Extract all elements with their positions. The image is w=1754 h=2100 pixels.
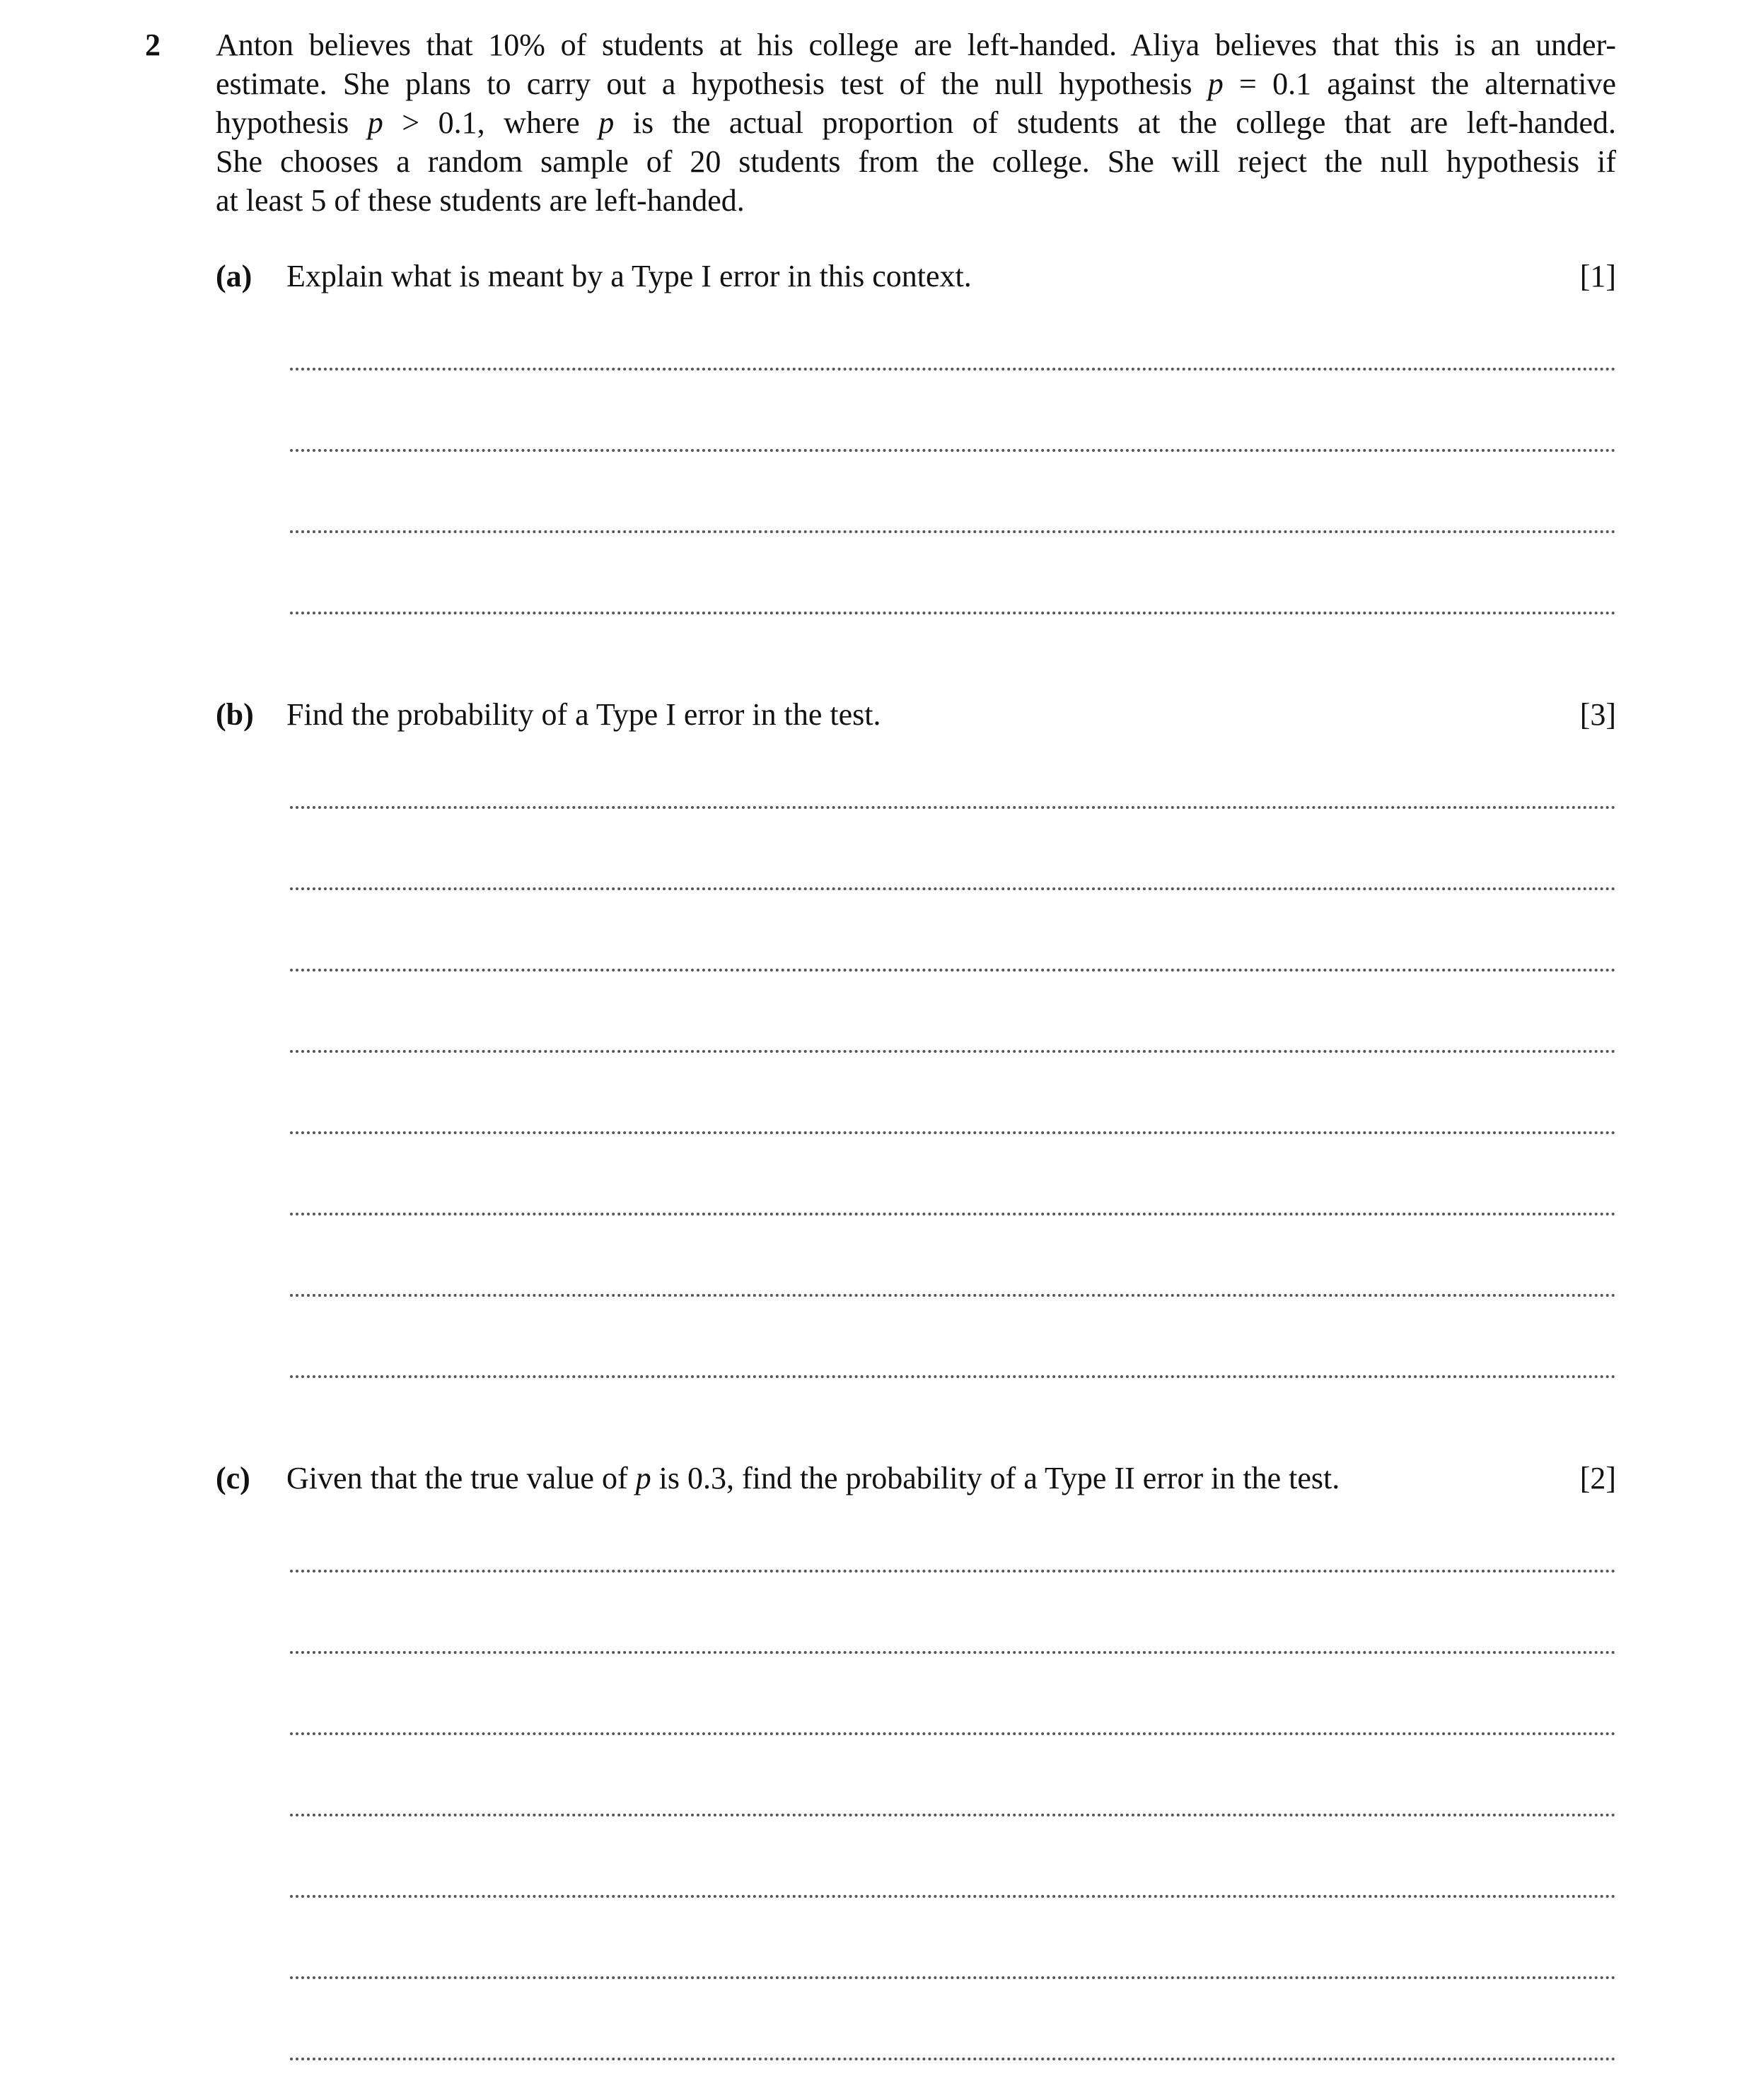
answer-line[interactable] bbox=[290, 368, 1616, 371]
marks-label: [2] bbox=[1579, 1461, 1616, 1495]
answer-line[interactable] bbox=[290, 530, 1616, 533]
answer-line[interactable] bbox=[290, 1570, 1616, 1573]
answer-line[interactable] bbox=[290, 1976, 1616, 1979]
stem-line: at least 5 of these students are left-handed. bbox=[216, 183, 745, 218]
answer-line[interactable] bbox=[290, 1375, 1616, 1378]
answer-line[interactable] bbox=[290, 806, 1616, 809]
part-text: Given that the true value of p is 0.3, find the probability of a Type II error in the test. bbox=[286, 1461, 1340, 1495]
part-label: (c) bbox=[216, 1461, 250, 1495]
part-text: Explain what is meant by a Type I error in this context. bbox=[286, 259, 972, 293]
stem-line: hypothesis p > 0.1, where p is the actual proportion of students at the college that are left-handed. bbox=[216, 105, 1616, 140]
answer-line[interactable] bbox=[290, 449, 1616, 452]
answer-line[interactable] bbox=[290, 1814, 1616, 1816]
answer-line[interactable] bbox=[290, 887, 1616, 890]
answer-line[interactable] bbox=[290, 1651, 1616, 1654]
part-text: Find the probability of a Type I error in the test. bbox=[286, 697, 881, 732]
stem-line: She chooses a random sample of 20 students from the college. She will reject the null hypothesis if bbox=[216, 144, 1616, 179]
part-label: (a) bbox=[216, 259, 252, 293]
answer-line[interactable] bbox=[290, 969, 1616, 972]
answer-line[interactable] bbox=[290, 1294, 1616, 1297]
answer-line[interactable] bbox=[290, 1213, 1616, 1215]
answer-line[interactable] bbox=[290, 1050, 1616, 1053]
part-label: (b) bbox=[216, 697, 254, 732]
stem-line: Anton believes that 10% of students at his college are left-handed. Aliya believes that this is an under- bbox=[216, 28, 1616, 62]
answer-line[interactable] bbox=[290, 1131, 1616, 1134]
answer-line[interactable] bbox=[290, 1895, 1616, 1898]
marks-label: [3] bbox=[1579, 697, 1616, 732]
question-number: 2 bbox=[145, 28, 161, 62]
marks-label: [1] bbox=[1579, 259, 1616, 293]
question-stem bbox=[216, 25, 1616, 220]
answer-line[interactable] bbox=[290, 2058, 1616, 2060]
answer-line[interactable] bbox=[290, 1732, 1616, 1735]
answer-line[interactable] bbox=[290, 612, 1616, 614]
stem-line: estimate. She plans to carry out a hypothesis test of the null hypothesis p = 0.1 against the alternative bbox=[216, 66, 1617, 101]
